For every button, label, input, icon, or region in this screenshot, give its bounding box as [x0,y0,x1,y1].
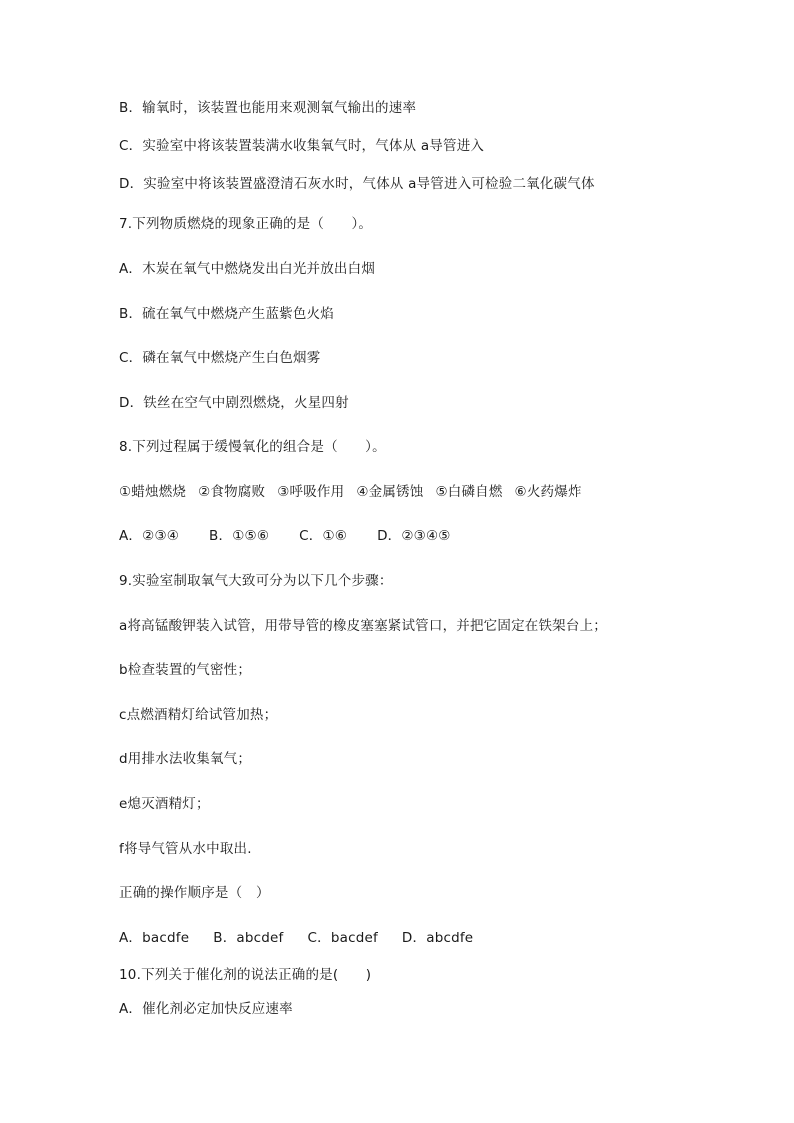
q8-option: D．②③④⑤ [377,528,451,544]
q8-stem: 8.下列过程属于缓慢氧化的组合是（ ）。 [119,439,386,455]
q8-option: A．②③④ [119,528,180,544]
q6-option-b: B．输氧时，该装置也能用来观测氧气输出的速率 [119,100,417,116]
q10-stem: 10.下列关于催化剂的说法正确的是( ) [119,967,372,983]
q9-step-a: a将高锰酸钾装入试管，用带导管的橡皮塞塞紧试管口，并把它固定在铁架台上； [119,618,607,634]
q7-option-d: D．铁丝在空气中剧烈燃烧，火星四射 [119,395,349,411]
q8-process-item: ②食物腐败 [198,484,266,500]
q6-option-d: D．实验室中将该装置盛澄清石灰水时，气体从 a导管进入可检验二氧化碳气体 [119,176,595,192]
q7-option-a: A．木炭在氧气中燃烧发出白光并放出白烟 [119,261,376,277]
q9-step-e: e熄灭酒精灯； [119,796,210,812]
q9-option: A．bacdfe [119,930,190,946]
q7-stem: 7.下列物质燃烧的现象正确的是（ ）。 [119,216,373,232]
q10-option-a: A．催化剂必定加快反应速率 [119,1001,293,1017]
q9-stem: 9.实验室制取氧气大致可分为以下几个步骤： [119,573,393,589]
q9-step-f: f将导气管从水中取出. [119,841,252,857]
q8-option: C．①⑥ [299,528,348,544]
q9-options [119,929,473,947]
q8-process-list [119,483,582,501]
q9-question: 正确的操作顺序是（ ） [119,885,270,901]
q9-step-b: b检查装置的气密性； [119,662,252,678]
q8-options [119,527,451,545]
q9-option: C．bacdef [307,930,378,946]
q9-option: B．abcdef [213,930,284,946]
q6-option-c: C．实验室中将该装置装满水收集氧气时，气体从 a导管进入 [119,138,485,154]
q8-process-item: ③呼吸作用 [277,484,345,500]
q8-process-item: ⑥火药爆炸 [514,484,582,500]
q8-process-item: ④金属锈蚀 [356,484,424,500]
q7-option-c: C．磷在氧气中燃烧产生白色烟雾 [119,350,321,366]
q8-process-item: ①蜡烛燃烧 [119,484,187,500]
q8-process-item: ⑤白磷自燃 [435,484,503,500]
q9-option: D．abcdfe [401,930,474,946]
q9-step-c: c点燃酒精灯给试管加热； [119,707,278,723]
q8-option: B．①⑤⑥ [209,528,270,544]
q9-step-d: d用排水法收集氧气； [119,751,252,767]
q7-option-b: B．硫在氧气中燃烧产生蓝紫色火焰 [119,306,334,322]
